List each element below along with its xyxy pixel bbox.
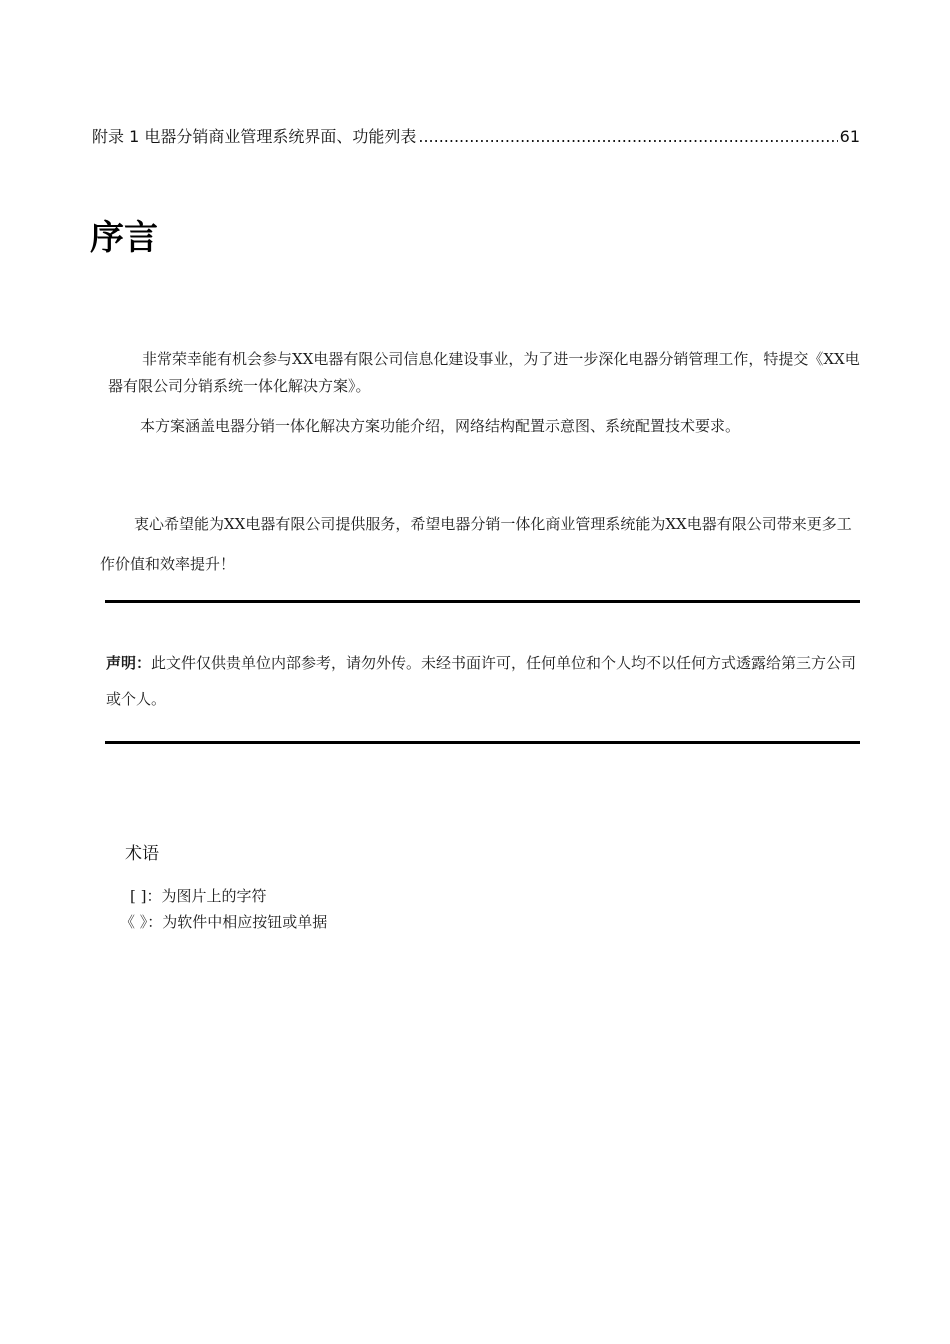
statement-text: 此文件仅供贵单位内部参考，请勿外传。未经书面许可，任何单位和个人均不以任何方式透露给第三方公司或个人。 [106,654,857,708]
term-item: [ ]：为图片上的字符 [130,887,267,905]
preface-paragraph-2: 本方案涵盖电器分销一体化解决方案功能介绍，网络结构配置示意图、系统配置技术要求。 [140,417,741,435]
toc-entry-title: 附录 1 电器分销商业管理系统界面、功能列表 [92,127,417,146]
toc-page-number: 61 [839,127,860,146]
toc-leader-dots [418,126,837,148]
statement-block [106,645,860,717]
preface-paragraph-1: 非常荣幸能有机会参与XX电器有限公司信息化建设事业，为了进一步深化电器分销管理工作，特提交《XX电器有限公司分销系统一体化解决方案》。 [108,350,860,395]
preface-heading: 序言 [90,218,158,258]
term-item: 《 》：为软件中相应按钮或单据 [120,913,328,931]
preface-paragraph-3: 衷心希望能为XX电器有限公司提供服务，希望电器分销一体化商业管理系统能为XX电器有限公司带来更多工作价值和效率提升！ [100,515,852,573]
statement-label: 声明： [106,654,152,672]
divider-bottom [105,741,860,744]
terms-heading: 术语 [125,844,159,864]
divider-top [105,600,860,603]
toc-entry[interactable] [92,126,860,148]
